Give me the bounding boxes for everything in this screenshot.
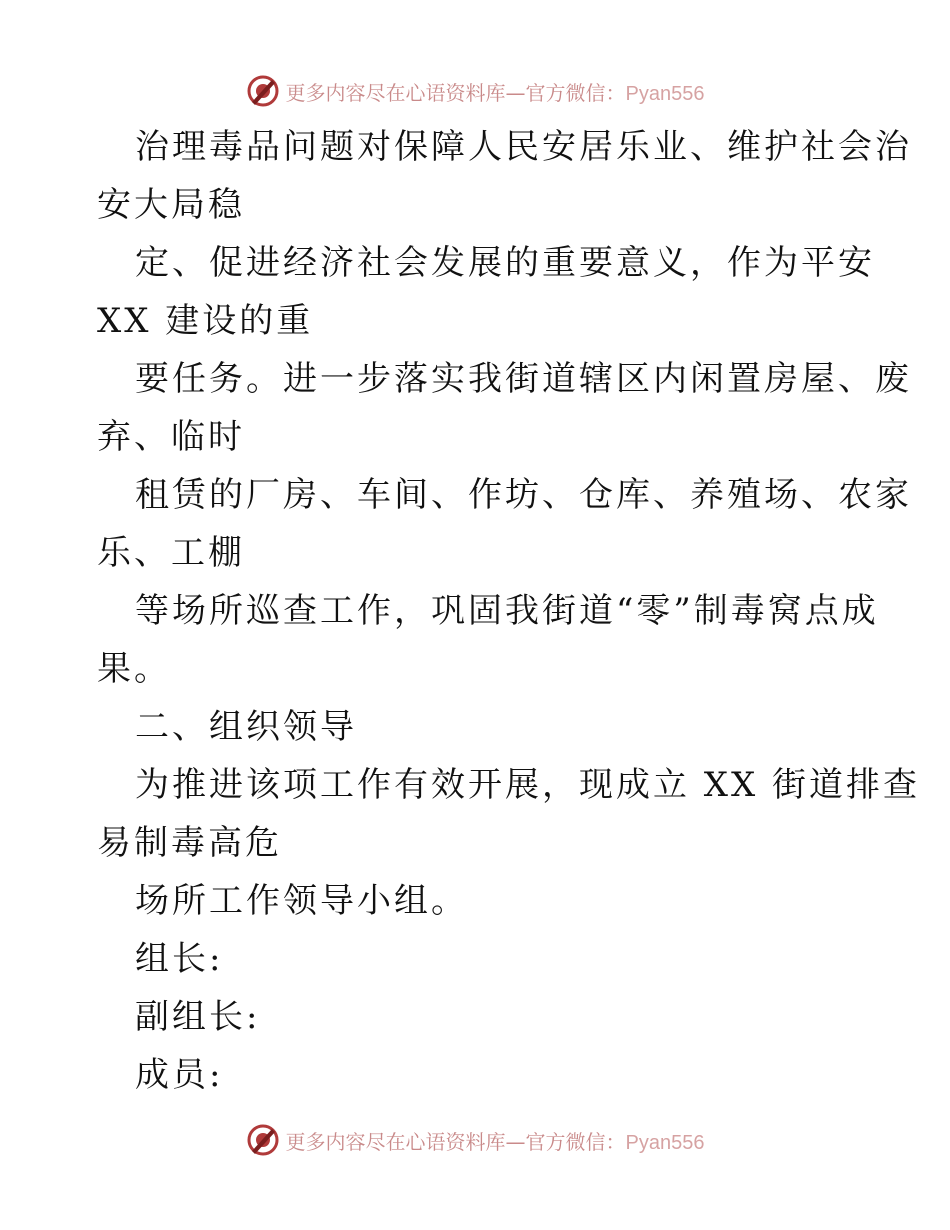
team-leader-label: 组长:: [135, 939, 224, 979]
body-line: 果。: [97, 649, 171, 689]
section-heading: 二、组织领导: [135, 707, 357, 747]
body-line: 易制毒高危: [97, 823, 282, 863]
members-label: 成员:: [135, 1055, 224, 1095]
document-body: [97, 118, 921, 1104]
body-line: 安大局稳: [97, 185, 245, 225]
header-banner-separator: —官方微信：: [505, 80, 626, 105]
footer-banner-main: 更多内容尽在心语资料库: [285, 1129, 506, 1154]
body-line: 租赁的厂房、车间、作坊、仓库、养殖场、农家: [135, 475, 912, 515]
body-line: 等场所巡查工作，巩固我街道“零”制毒窝点成: [135, 591, 879, 631]
footer-banner: [0, 1120, 950, 1160]
body-line: XX 建设的重: [97, 301, 314, 341]
footer-banner-text: [286, 1126, 705, 1155]
body-line: 定、促进经济社会发展的重要意义，作为平安: [135, 243, 875, 283]
header-banner-handle: Pyan556: [625, 82, 705, 105]
header-banner-text: [286, 77, 705, 106]
header-banner: [0, 71, 950, 111]
logo-icon: [246, 74, 280, 108]
header-banner-main: 更多内容尽在心语资料库: [285, 80, 506, 105]
body-line: 治理毒品问题对保障人民安居乐业、维护社会治: [135, 127, 912, 167]
body-line: 乐、工棚: [97, 533, 245, 573]
footer-banner-handle: Pyan556: [625, 1131, 705, 1154]
logo-icon: [246, 1123, 280, 1157]
body-line: 弃、临时: [97, 417, 245, 457]
footer-banner-separator: —官方微信：: [505, 1129, 626, 1154]
body-line: 场所工作领导小组。: [135, 881, 468, 921]
deputy-leader-label: 副组长:: [135, 997, 261, 1037]
body-line: 要任务。进一步落实我街道辖区内闲置房屋、废: [135, 359, 912, 399]
body-line: 为推进该项工作有效开展，现成立 XX 街道排查: [135, 765, 921, 805]
